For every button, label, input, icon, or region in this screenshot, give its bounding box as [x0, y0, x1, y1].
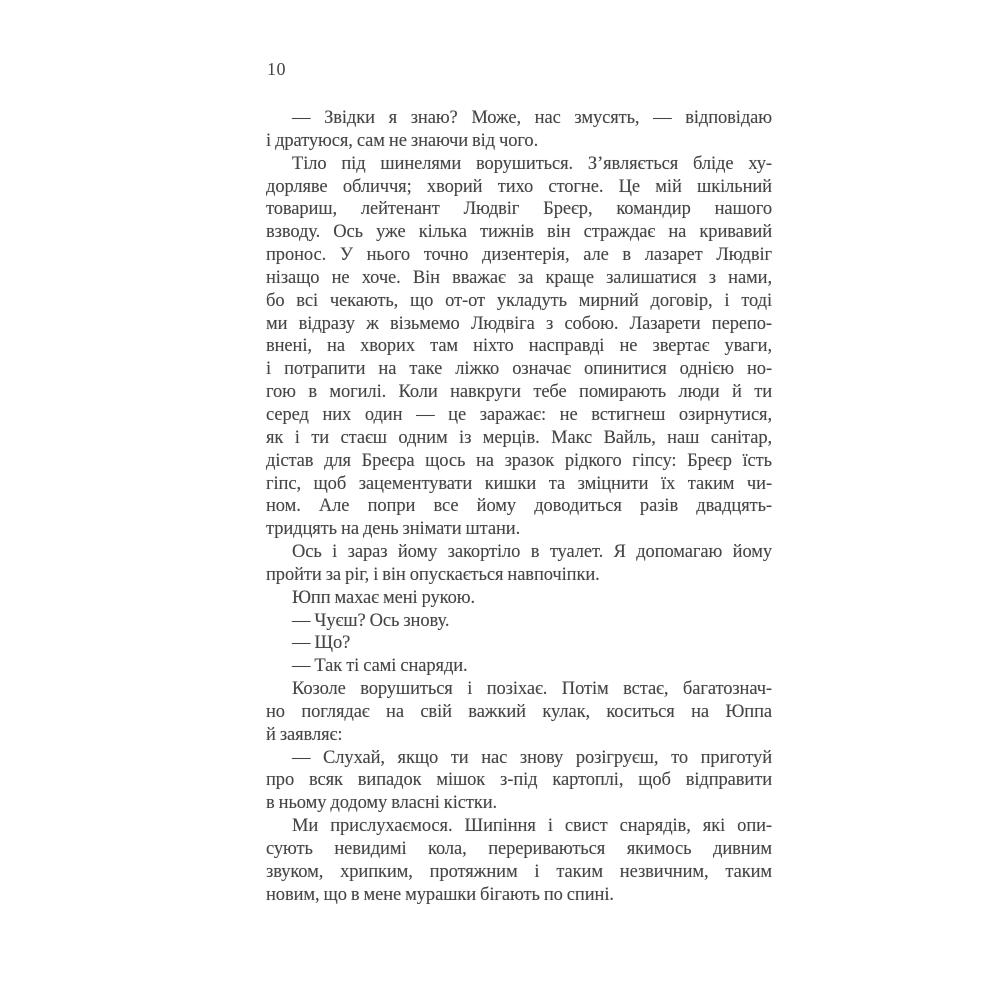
- text-line: но поглядає на свій важкий кулак, коситься на Юппа: [266, 701, 772, 722]
- text-line: звуком, хрипким, протяжним і таким незвичним, таким: [266, 861, 772, 882]
- text-line: сують невидимі кола, перериваються якимось дивним: [266, 839, 772, 859]
- text-line: — Що?: [292, 633, 351, 654]
- text-line: про всяк випадок мішок з-під картоплі, щоб відправити: [266, 770, 772, 791]
- text-line: — Звідки я знаю? Може, нас змусять, — відповідаю: [292, 108, 772, 128]
- text-line: внені, на хворих там ніхто насправді не звертає уваги,: [266, 336, 772, 357]
- text-line: товариш, лейтенант Людвіг Бреєр, командир нашого: [266, 199, 772, 220]
- text-line: Козоле ворушиться і позіхає. Потім встає, багатознач-: [292, 679, 772, 700]
- text-line: Юпп махає мені рукою.: [292, 587, 475, 608]
- text-line: — Слухай, якщо ти нас знову розігруєш, то приготуй: [292, 747, 772, 768]
- text-line: дорляве обличчя; хворий тихо стогне. Це мій шкільний: [266, 176, 772, 197]
- text-line: Ось і зараз йому закортіло в туалет. Я допомагаю йому: [292, 542, 772, 563]
- text-line: тридцять на день знімати штани.: [266, 519, 521, 540]
- page-number: 10: [267, 59, 286, 79]
- text-line: пронос. У нього точно дизентерія, але в лазарет Людвіг: [266, 245, 772, 266]
- text-line: пройти за ріг, і він опускається навпочіпки.: [266, 564, 600, 585]
- text-line: — Чуєш? Ось знову.: [292, 610, 450, 631]
- text-line: і потрапити на таке ліжко означає опинитися однією но-: [266, 359, 772, 380]
- text-line: гою в могилі. Коли навкруги тебе помирають люди й ти: [266, 382, 772, 403]
- body-text: [266, 107, 772, 907]
- text-line: в ньому додому власні кістки.: [266, 793, 498, 814]
- text-line: — Так ті самі снаряди.: [292, 656, 468, 677]
- text-line: ном. Але попри все йому доводиться разів двадцять-: [266, 496, 772, 517]
- text-line: взводу. Ось уже кілька тижнів він страждає на кривавий: [266, 222, 772, 243]
- text-line: новим, що в мене мурашки бігають по спині.: [266, 884, 614, 905]
- text-line: гіпс, щоб зацементувати кишки та зміцнити їх таким чи-: [266, 473, 772, 494]
- text-line: дістав для Бреєра щось на зразок рідкого гіпсу: Бреєр їсть: [266, 450, 772, 471]
- text-line: Ми прислухаємося. Шипіння і свист снарядів, які опи-: [292, 816, 772, 837]
- text-line: як і ти стаєш одним із мерців. Макс Вайль, наш санітар,: [266, 427, 772, 448]
- text-line: ми відразу ж візьмемо Людвіга з собою. Лазарети перепо-: [266, 313, 772, 334]
- text-line: й заявляє:: [266, 724, 343, 745]
- text-line: і дратуюся, сам не знаючи від чого.: [266, 130, 539, 151]
- text-line: нізащо не хоче. Він вважає за краще залишатися з нами,: [266, 267, 772, 288]
- text-line: серед них один — це заражає: не встигнеш озирнутися,: [266, 404, 772, 425]
- text-line: бо всі чекають, що от-от укладуть мирний договір, і тоді: [266, 290, 772, 311]
- text-line: Тіло під шинелями ворушиться. З’являється бліде ху-: [292, 153, 772, 174]
